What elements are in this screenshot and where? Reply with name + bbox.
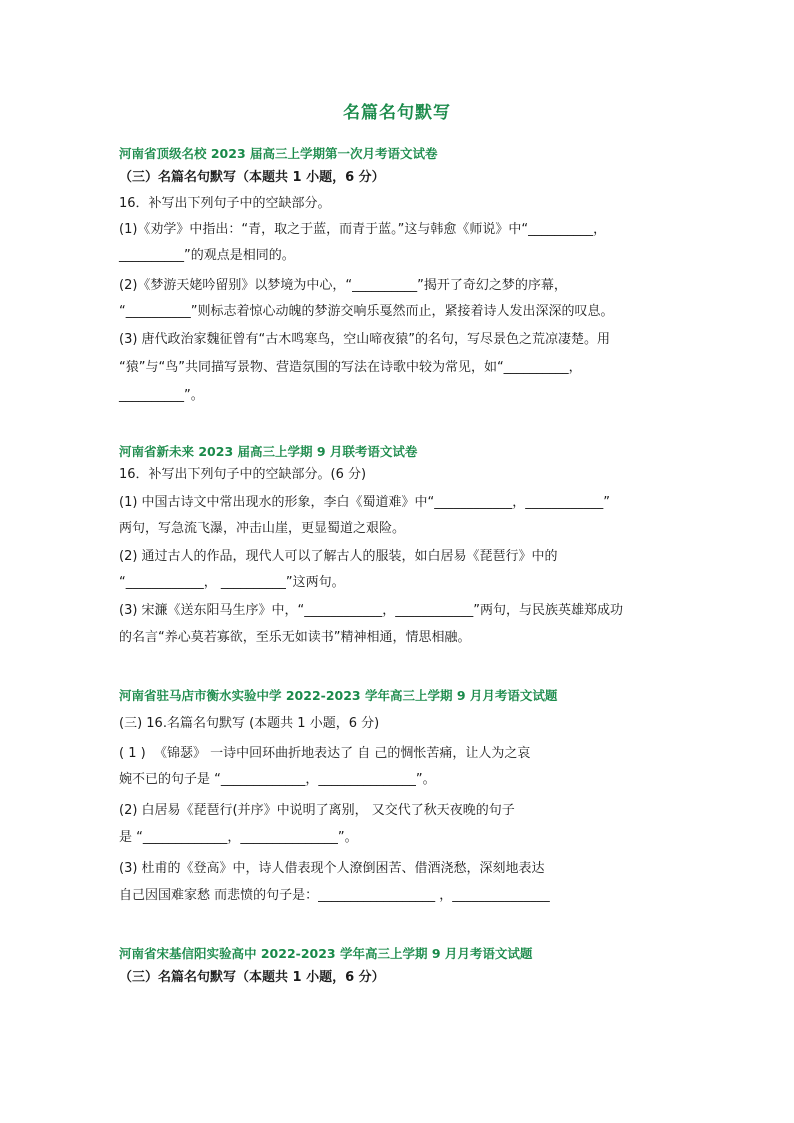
section-1-line-2: 16．补写出下列句子中的空缺部分。 [119,196,331,211]
section-3-line-4: (2) 白居易《琵琶行(并序》中说明了离别， 又交代了秋天夜晚的句子 [119,803,515,818]
section-3-line-1: (三) 16.名篇名句默写 (本题共 1 小题，6 分) [119,716,380,731]
section-1-line-6: “__________”则标志着惊心动魄的梦游交响乐戛然而止，紧接着诗人发出深深的叹息。 [119,304,614,319]
section-3-line-3: 婉不已的句子是 “_____________，_______________”。 [119,772,436,787]
section-1-line-4: __________”的观点是相同的。 [119,248,295,263]
section-1-line-9: __________”。 [119,388,204,403]
section-1-line-1: （三）名篇名句默写（本题共 1 小题，6 分） [119,170,385,185]
section-source-1: 河南省顶级名校 2023 届高三上学期第一次月考语文试卷 [119,146,438,161]
section-3-line-5: 是 “_____________，_______________”。 [119,830,358,845]
page-title: 名篇名句默写 [343,103,451,123]
section-source-4: 河南省宋基信阳实验高中 2022-2023 学年高三上学期 9 月月考语文试题 [119,946,533,961]
section-2-line-6: (3) 宋濂《送东阳马生序》中，“____________，____________”两句，与民族英雄郑成功 [119,603,624,618]
section-2-line-2: (1) 中国古诗文中常出现水的形象，李白《蜀道难》中“____________，____________” [119,495,611,510]
section-4-line-1: （三）名篇名句默写（本题共 1 小题，6 分） [119,970,385,985]
section-1-line-7: (3) 唐代政治家魏征曾有“古木鸣寒鸟，空山啼夜猿”的名句，写尽景色之荒凉凄楚。用 [119,332,611,347]
section-3-line-2: ( 1 ) 《锦瑟》 一诗中回环曲折地表达了 自 己的惆怅苦痛，让人为之哀 [119,746,531,761]
section-1-line-3: (1)《劝学》中指出：“青，取之于蓝，而青于蓝。”这与韩愈《师说》中“__________， [119,222,607,237]
section-1-line-8: “猿”与“鸟”共同描写景物、营造氛围的写法在诗歌中较为常见，如“__________， [119,360,582,375]
section-2-line-4: (2) 通过古人的作品，现代人可以了解古人的服装，如白居易《琵琶行》中的 [119,549,558,564]
section-3-line-7: 自己因国难家愁 而悲愤的句子是：__________________ ，_______________ [119,888,550,903]
section-1-line-5: (2)《梦游天姥吟留别》以梦境为中心，“__________”揭开了奇幻之梦的序幕， [119,278,567,293]
section-2-line-1: 16．补写出下列句子中的空缺部分。(6 分) [119,467,367,482]
section-2-line-7: 的名言“养心莫若寡欲，至乐无如读书”精神相通，情思相融。 [119,630,471,645]
section-2-line-3: 两句，写急流飞瀑，冲击山崖，更显蜀道之艰险。 [119,521,406,536]
section-source-2: 河南省新未来 2023 届高三上学期 9 月联考语文试卷 [119,444,418,459]
section-3-line-6: (3) 杜甫的《登高》中，诗人借表现个人潦倒困苦、借酒浇愁，深刻地表达 [119,861,545,876]
section-source-3: 河南省驻马店市衡水实验中学 2022-2023 学年高三上学期 9 月月考语文试题 [119,688,558,703]
section-2-line-5: “____________， __________”这两句。 [119,575,345,590]
